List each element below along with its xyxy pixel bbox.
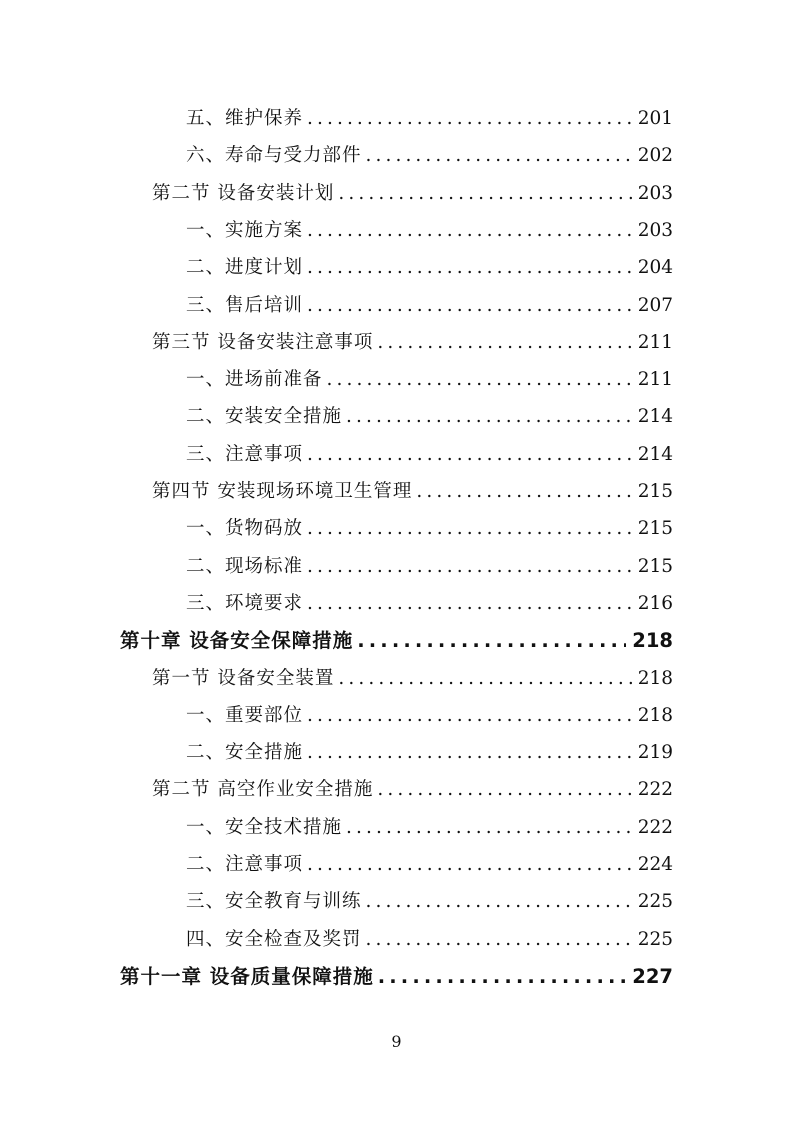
dot-leader xyxy=(346,809,632,846)
toc-entry-page: 224 xyxy=(637,854,673,875)
dot-leader xyxy=(327,361,632,398)
toc-entry-title: 一、进场前准备 xyxy=(186,369,323,391)
toc-entry-page: 203 xyxy=(637,219,673,241)
toc-subsection-entry[interactable] xyxy=(186,398,673,435)
toc-subsection-entry[interactable] xyxy=(186,883,673,920)
toc-entry-title: 第三节 设备安装注意事项 xyxy=(152,331,374,353)
toc-entry-page: 225 xyxy=(637,928,673,950)
dot-leader xyxy=(307,846,632,883)
toc-entry-title: 三、售后培训 xyxy=(186,294,304,316)
toc-entry-page: 211 xyxy=(637,331,673,353)
toc-entry-title: 第十一章 设备质量保障措施 xyxy=(120,964,374,988)
dot-leader xyxy=(307,585,632,622)
toc-entry-page: 225 xyxy=(637,891,673,913)
toc-entry-page: 214 xyxy=(637,443,673,465)
toc-entry-title: 二、注意事项 xyxy=(186,854,304,875)
toc-entry-title: 二、现场标准 xyxy=(186,555,304,577)
dot-leader xyxy=(307,249,632,286)
dot-leader xyxy=(307,212,632,249)
toc-entry-title: 一、货物码放 xyxy=(186,518,304,540)
dot-leader xyxy=(307,287,632,324)
toc-entry-page: 202 xyxy=(637,145,673,167)
dot-leader xyxy=(346,398,632,435)
toc-entry-title: 一、实施方案 xyxy=(186,219,304,241)
dot-leader xyxy=(307,697,632,734)
dot-leader xyxy=(307,510,632,547)
toc-entry-title: 三、注意事项 xyxy=(186,443,304,465)
toc-section-entry[interactable] xyxy=(152,473,673,510)
toc-subsection-entry[interactable] xyxy=(186,436,673,473)
toc-section-entry[interactable] xyxy=(152,771,673,808)
toc-section-entry[interactable] xyxy=(152,660,673,697)
toc-subsection-entry[interactable] xyxy=(186,510,673,547)
toc-entry-title: 二、安装安全措施 xyxy=(186,406,343,428)
toc-entry-title: 三、环境要求 xyxy=(186,592,304,614)
toc-entry-page: 215 xyxy=(637,481,673,502)
toc-entry-page: 201 xyxy=(637,108,673,129)
dot-leader xyxy=(357,622,626,659)
dot-leader xyxy=(307,100,632,137)
toc-subsection-entry[interactable] xyxy=(186,361,673,398)
toc-entry-page: 222 xyxy=(637,779,673,801)
toc-entry-page: 204 xyxy=(637,257,673,279)
toc-section-entry[interactable] xyxy=(152,324,673,361)
toc-chapter-entry[interactable] xyxy=(120,622,673,659)
toc-entry-title: 三、安全教育与训练 xyxy=(186,891,362,913)
toc-entry-title: 一、安全技术措施 xyxy=(186,816,343,838)
dot-leader xyxy=(338,175,631,212)
toc-entry-page: 203 xyxy=(637,182,673,204)
dot-leader xyxy=(338,660,631,697)
dot-leader xyxy=(307,734,632,771)
toc-subsection-entry[interactable] xyxy=(186,921,673,958)
page-number: 9 xyxy=(391,1032,402,1051)
toc-entry-page: 215 xyxy=(637,555,673,577)
dot-leader xyxy=(377,324,631,361)
toc-entry-page: 214 xyxy=(637,406,673,428)
toc-entry-page: 227 xyxy=(632,964,673,988)
dot-leader xyxy=(416,473,631,510)
toc-entry-title: 二、进度计划 xyxy=(186,257,304,279)
toc-entry-page: 218 xyxy=(637,667,673,689)
toc-entry-page: 218 xyxy=(637,704,673,726)
toc-subsection-entry[interactable] xyxy=(186,846,673,883)
toc-entry-page: 218 xyxy=(632,629,673,653)
toc-entry-title: 二、安全措施 xyxy=(186,742,304,764)
toc-entry-title: 六、寿命与受力部件 xyxy=(186,145,362,167)
toc-subsection-entry[interactable] xyxy=(186,548,673,585)
toc-entry-page: 207 xyxy=(637,294,673,316)
dot-leader xyxy=(307,548,632,585)
dot-leader xyxy=(366,921,632,958)
toc-entry-title: 第二节 高空作业安全措施 xyxy=(152,779,374,801)
toc-section-entry[interactable] xyxy=(152,175,673,212)
toc-entry-title: 四、安全检查及奖罚 xyxy=(186,928,362,950)
dot-leader xyxy=(378,958,626,995)
toc-subsection-entry[interactable] xyxy=(186,734,673,771)
toc-subsection-entry[interactable] xyxy=(186,249,673,286)
toc-entry-page: 216 xyxy=(637,592,673,614)
toc-subsection-entry[interactable] xyxy=(186,287,673,324)
toc-entry-title: 五、维护保养 xyxy=(186,108,304,129)
toc-subsection-entry[interactable] xyxy=(186,100,673,137)
toc-entry-title: 第十章 设备安全保障措施 xyxy=(120,629,354,653)
toc-entry-title: 一、重要部位 xyxy=(186,704,304,726)
toc-entry-page: 222 xyxy=(637,816,673,838)
dot-leader xyxy=(366,137,632,174)
toc-entry-title: 第一节 设备安全装置 xyxy=(152,667,335,689)
toc-entry-title: 第二节 设备安装计划 xyxy=(152,182,335,204)
toc-subsection-entry[interactable] xyxy=(186,809,673,846)
toc-subsection-entry[interactable] xyxy=(186,697,673,734)
dot-leader xyxy=(366,883,632,920)
dot-leader xyxy=(307,436,632,473)
toc-entry-page: 211 xyxy=(637,369,673,391)
toc-subsection-entry[interactable] xyxy=(186,212,673,249)
toc-chapter-entry[interactable] xyxy=(120,958,673,995)
toc-subsection-entry[interactable] xyxy=(186,585,673,622)
toc-subsection-entry[interactable] xyxy=(186,137,673,174)
toc-entry-page: 219 xyxy=(637,742,673,764)
dot-leader xyxy=(377,771,631,808)
toc-entry-page: 215 xyxy=(637,518,673,540)
toc-entry-title: 第四节 安装现场环境卫生管理 xyxy=(152,481,413,502)
